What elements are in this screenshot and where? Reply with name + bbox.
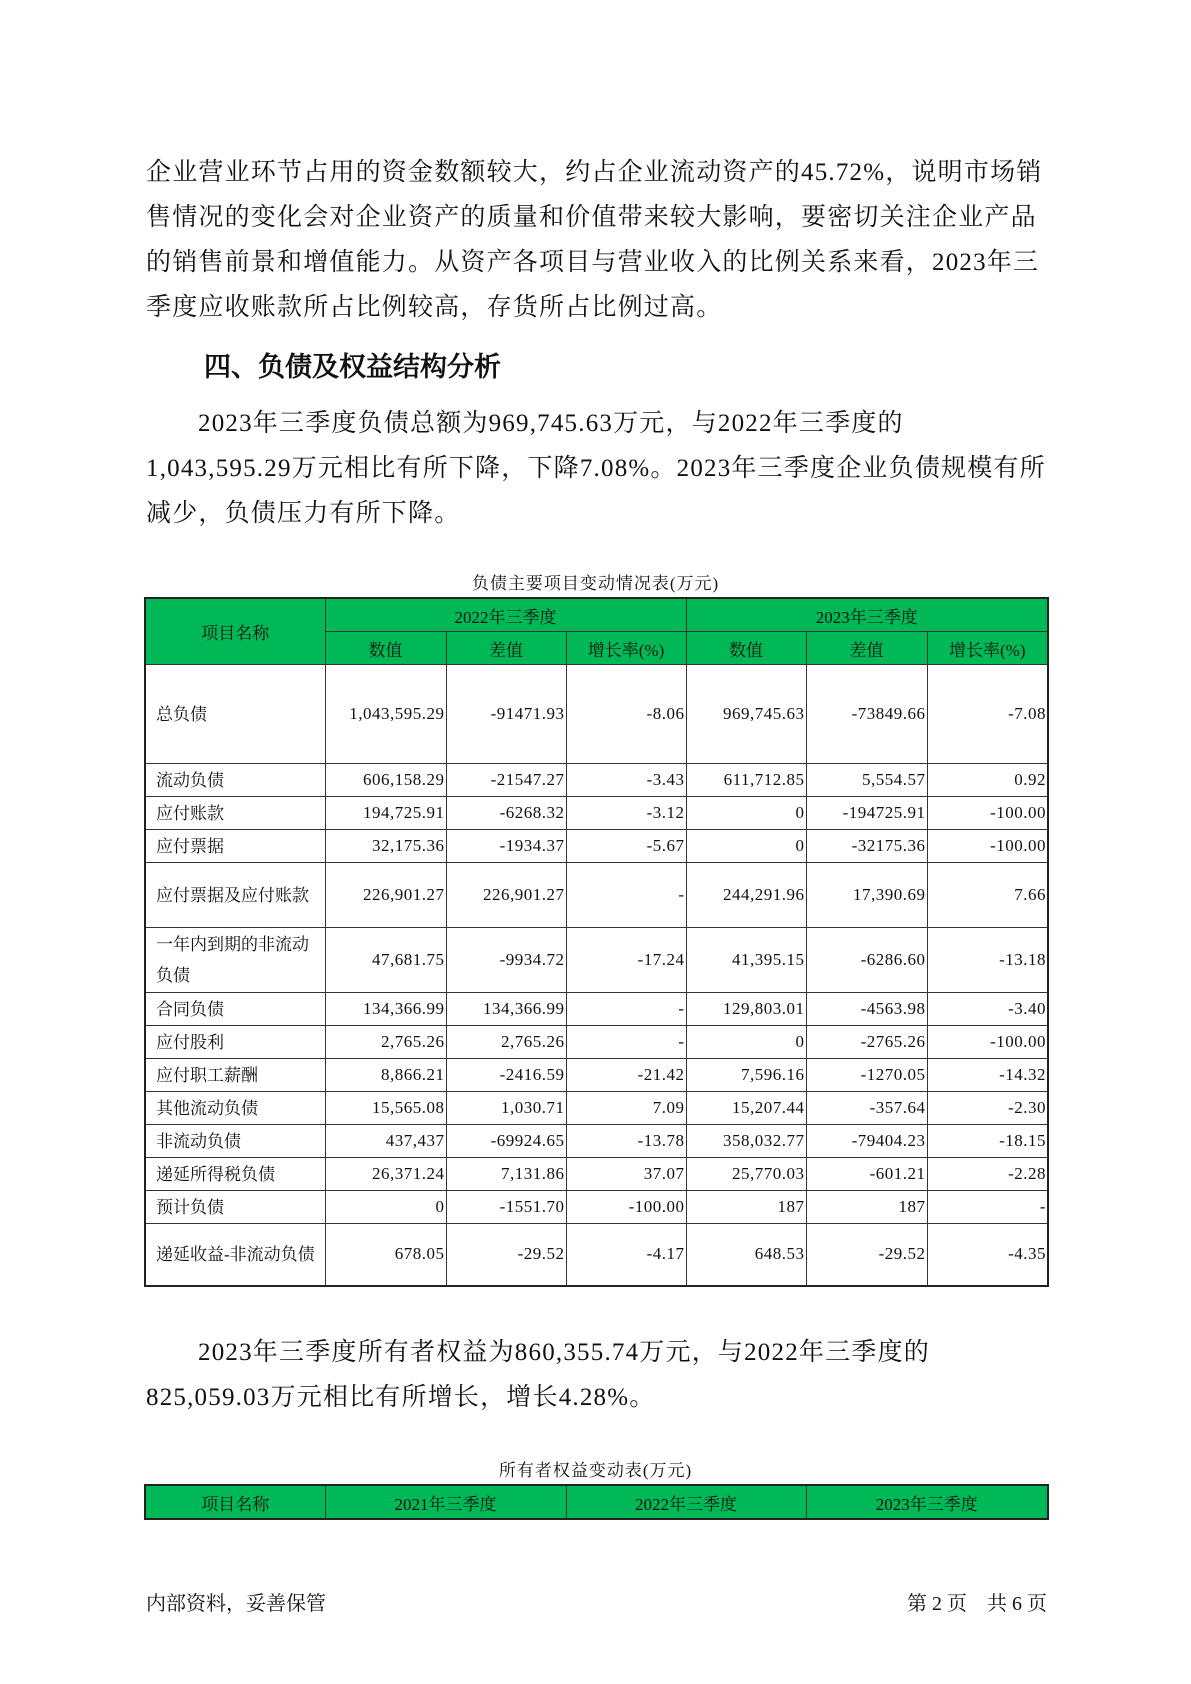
row-label: 其他流动负债 xyxy=(145,1092,325,1125)
cell-value: 358,032.77 xyxy=(686,1125,806,1158)
cell-value: 2,765.26 xyxy=(446,1026,566,1059)
table-row xyxy=(145,665,1048,764)
subheader-diff: 差值 xyxy=(806,632,927,665)
subheader-value: 数值 xyxy=(686,632,806,665)
cell-value: -100.00 xyxy=(566,1191,686,1224)
cell-value: 7.09 xyxy=(566,1092,686,1125)
cell-value: -4.35 xyxy=(927,1224,1048,1286)
row-label: 应付账款 xyxy=(145,797,325,830)
paragraph-liabilities: 2023年三季度负债总额为969,745.63万元，与2022年三季度的1,043,595.29万元相比有所下降，下降7.08%。2023年三季度企业负债规模有所减少，负债压力有所下降。 xyxy=(146,410,1046,527)
header-2021: 2021年三季度 xyxy=(325,1485,566,1519)
cell-value: -17.24 xyxy=(566,928,686,993)
cell-value: -3.43 xyxy=(566,764,686,797)
cell-value: -100.00 xyxy=(927,797,1048,830)
table-row xyxy=(145,1224,1048,1286)
cell-value: 8,866.21 xyxy=(325,1059,446,1092)
cell-value: 0 xyxy=(325,1191,446,1224)
subheader-growth: 增长率(%) xyxy=(927,632,1048,665)
cell-value: -29.52 xyxy=(806,1224,927,1286)
cell-value: -100.00 xyxy=(927,830,1048,863)
cell-value: -2416.59 xyxy=(446,1059,566,1092)
cell-value: 15,207.44 xyxy=(686,1092,806,1125)
paragraph-equity: 2023年三季度所有者权益为860,355.74万元，与2022年三季度的825,059.03万元相比有所增长，增长4.28%。 xyxy=(146,1339,930,1411)
cell-value: 244,291.96 xyxy=(686,863,806,928)
cell-value: -1270.05 xyxy=(806,1059,927,1092)
cell-value: 25,770.03 xyxy=(686,1158,806,1191)
row-label: 应付票据 xyxy=(145,830,325,863)
cell-value: - xyxy=(927,1191,1048,1224)
cell-value: - xyxy=(566,993,686,1026)
cell-value: -8.06 xyxy=(566,665,686,764)
row-label: 递延收益-非流动负债 xyxy=(145,1224,325,1286)
cell-value: -2.30 xyxy=(927,1092,1048,1125)
header-group-2022: 2022年三季度 xyxy=(325,598,686,632)
cell-value: -18.15 xyxy=(927,1125,1048,1158)
cell-value: 5,554.57 xyxy=(806,764,927,797)
row-label: 非流动负债 xyxy=(145,1125,325,1158)
cell-value: 0 xyxy=(686,830,806,863)
cell-value: -91471.93 xyxy=(446,665,566,764)
table1-caption: 负债主要项目变动情况表(万元) xyxy=(471,574,720,593)
cell-value: -3.12 xyxy=(566,797,686,830)
table-row xyxy=(145,928,1048,993)
cell-value: 226,901.27 xyxy=(325,863,446,928)
row-label: 递延所得税负债 xyxy=(145,1158,325,1191)
table-row xyxy=(145,830,1048,863)
cell-value: 134,366.99 xyxy=(446,993,566,1026)
cell-value: -32175.36 xyxy=(806,830,927,863)
cell-value: 7,131.86 xyxy=(446,1158,566,1191)
cell-value: 129,803.01 xyxy=(686,993,806,1026)
cell-value: 17,390.69 xyxy=(806,863,927,928)
cell-value: 2,765.26 xyxy=(325,1026,446,1059)
table-row xyxy=(145,1191,1048,1224)
cell-value: -4.17 xyxy=(566,1224,686,1286)
cell-value: - xyxy=(566,1026,686,1059)
table-row xyxy=(145,1026,1048,1059)
cell-value: -9934.72 xyxy=(446,928,566,993)
footer-page-number: 第 2 页 共 6 页 xyxy=(907,1593,1047,1615)
cell-value: 15,565.08 xyxy=(325,1092,446,1125)
row-label: 预计负债 xyxy=(145,1191,325,1224)
cell-value: -13.18 xyxy=(927,928,1048,993)
cell-value: 37.07 xyxy=(566,1158,686,1191)
row-label: 应付股利 xyxy=(145,1026,325,1059)
cell-value: 648.53 xyxy=(686,1224,806,1286)
cell-value: -194725.91 xyxy=(806,797,927,830)
cell-value: 226,901.27 xyxy=(446,863,566,928)
table-row xyxy=(145,1125,1048,1158)
cell-value: -2.28 xyxy=(927,1158,1048,1191)
header-2023: 2023年三季度 xyxy=(806,1485,1048,1519)
header-item-name: 项目名称 xyxy=(145,598,325,665)
cell-value: -2765.26 xyxy=(806,1026,927,1059)
cell-value: -79404.23 xyxy=(806,1125,927,1158)
table-row xyxy=(145,764,1048,797)
cell-value: -73849.66 xyxy=(806,665,927,764)
cell-value: -1551.70 xyxy=(446,1191,566,1224)
cell-value: -6286.60 xyxy=(806,928,927,993)
cell-value: 0 xyxy=(686,797,806,830)
section-heading: 四、负债及权益结构分析 xyxy=(204,352,501,383)
cell-value: - xyxy=(566,863,686,928)
cell-value: 437,437 xyxy=(325,1125,446,1158)
subheader-diff: 差值 xyxy=(446,632,566,665)
cell-value: -6268.32 xyxy=(446,797,566,830)
cell-value: 187 xyxy=(686,1191,806,1224)
cell-value: -5.67 xyxy=(566,830,686,863)
cell-value: 187 xyxy=(806,1191,927,1224)
cell-value: -14.32 xyxy=(927,1059,1048,1092)
subheader-value: 数值 xyxy=(325,632,446,665)
cell-value: -4563.98 xyxy=(806,993,927,1026)
cell-value: 7,596.16 xyxy=(686,1059,806,1092)
row-label: 总负债 xyxy=(145,665,325,764)
cell-value: -601.21 xyxy=(806,1158,927,1191)
cell-value: -13.78 xyxy=(566,1125,686,1158)
cell-value: 1,030.71 xyxy=(446,1092,566,1125)
table-row xyxy=(145,797,1048,830)
row-label: 流动负债 xyxy=(145,764,325,797)
table-row xyxy=(145,993,1048,1026)
cell-value: 606,158.29 xyxy=(325,764,446,797)
cell-value: -69924.65 xyxy=(446,1125,566,1158)
cell-value: 32,175.36 xyxy=(325,830,446,863)
row-label: 合同负债 xyxy=(145,993,325,1026)
cell-value: -21547.27 xyxy=(446,764,566,797)
paragraph-assets-summary: 企业营业环节占用的资金数额较大，约占企业流动资产的45.72%，说明市场销售情况的变化会对企业资产的质量和价值带来较大影响，要密切关注企业产品的销售前景和增值能力。从资产各项目与营业收入的比例关系来看，2023年三季度应收账款所占比例较高，存货所占比例过高。 xyxy=(146,159,1043,321)
cell-value: 611,712.85 xyxy=(686,764,806,797)
footer-confidential: 内部资料，妥善保管 xyxy=(146,1593,326,1615)
header-group-2023: 2023年三季度 xyxy=(686,598,1048,632)
cell-value: -100.00 xyxy=(927,1026,1048,1059)
header-2022: 2022年三季度 xyxy=(566,1485,806,1519)
cell-value: 0 xyxy=(686,1026,806,1059)
cell-value: 194,725.91 xyxy=(325,797,446,830)
row-label: 一年内到期的非流动负债 xyxy=(145,928,325,993)
table-row xyxy=(145,1158,1048,1191)
equity-table xyxy=(144,1484,1049,1520)
row-label: 应付票据及应付账款 xyxy=(145,863,325,928)
cell-value: -29.52 xyxy=(446,1224,566,1286)
cell-value: -7.08 xyxy=(927,665,1048,764)
liabilities-table xyxy=(144,597,1049,1287)
cell-value: 26,371.24 xyxy=(325,1158,446,1191)
cell-value: -1934.37 xyxy=(446,830,566,863)
table-row xyxy=(145,1092,1048,1125)
cell-value: 7.66 xyxy=(927,863,1048,928)
header-item-name: 项目名称 xyxy=(145,1485,325,1519)
cell-value: 969,745.63 xyxy=(686,665,806,764)
cell-value: -357.64 xyxy=(806,1092,927,1125)
cell-value: 0.92 xyxy=(927,764,1048,797)
cell-value: 1,043,595.29 xyxy=(325,665,446,764)
cell-value: -3.40 xyxy=(927,993,1048,1026)
cell-value: 134,366.99 xyxy=(325,993,446,1026)
cell-value: 41,395.15 xyxy=(686,928,806,993)
subheader-growth: 增长率(%) xyxy=(566,632,686,665)
table-row xyxy=(145,863,1048,928)
row-label: 应付职工薪酬 xyxy=(145,1059,325,1092)
cell-value: -21.42 xyxy=(566,1059,686,1092)
table2-caption: 所有者权益变动表(万元) xyxy=(498,1461,693,1480)
table-row xyxy=(145,1059,1048,1092)
cell-value: 47,681.75 xyxy=(325,928,446,993)
cell-value: 678.05 xyxy=(325,1224,446,1286)
